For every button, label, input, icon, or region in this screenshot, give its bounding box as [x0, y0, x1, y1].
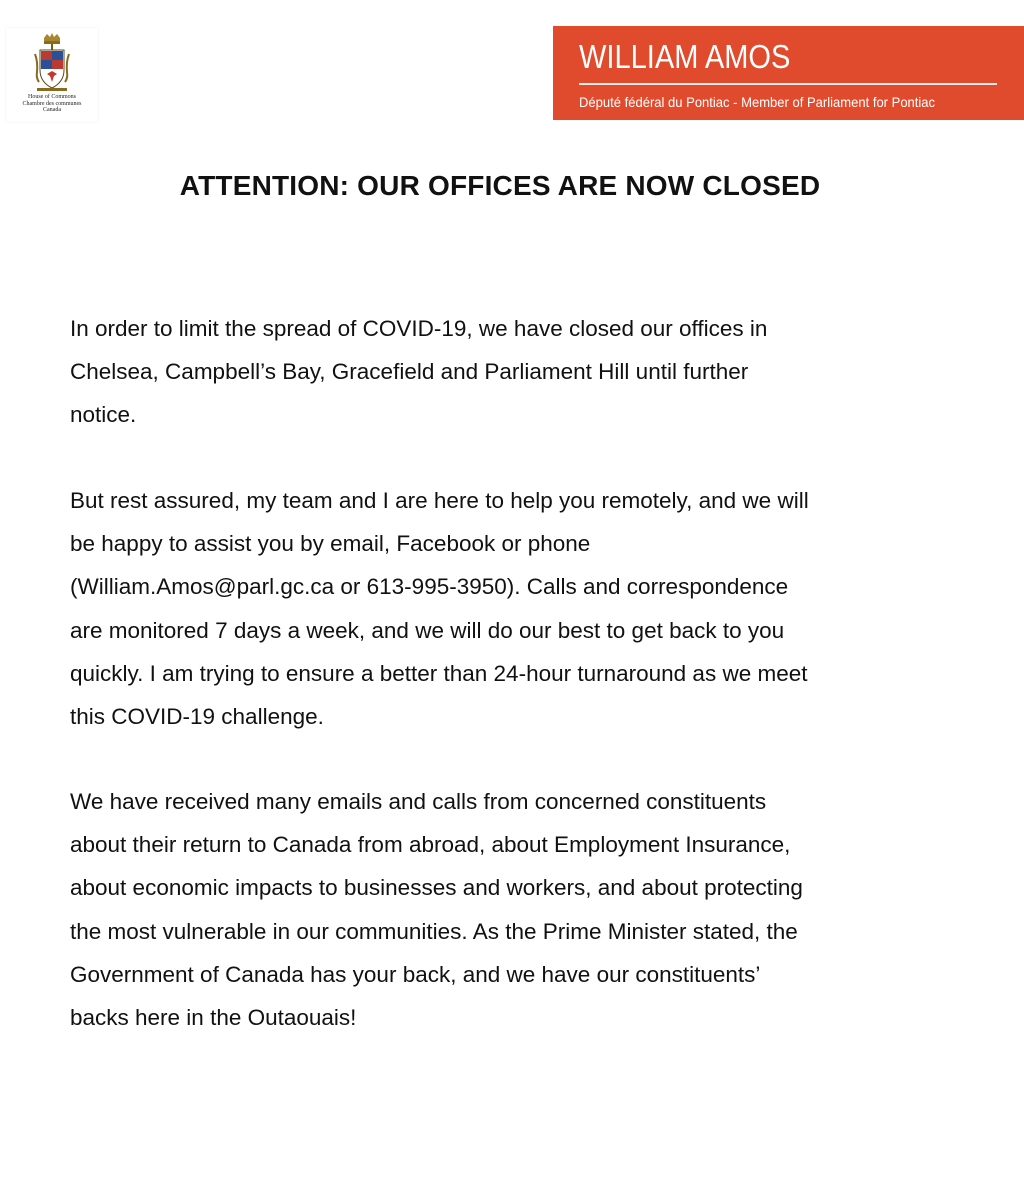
mp-name-banner: [553, 26, 1024, 120]
crest-caption-line: House of Commons: [28, 94, 76, 100]
text-line: be happy to assist you by email, Facebook or phone: [70, 531, 591, 557]
banner-divider: [579, 83, 997, 85]
text-line: backs here in the Outaouais!: [70, 1005, 357, 1031]
text-line: Government of Canada has your back, and we have our constituents’: [70, 961, 761, 987]
text-line: quickly. I am trying to ensure a better than 24-hour turnaround as we meet: [70, 660, 808, 686]
house-of-commons-logo: [6, 28, 98, 122]
text-line: We have received many emails and calls from concerned constituents: [70, 789, 767, 814]
text-line: In order to limit the spread of COVID-19, we have closed our offices in: [70, 316, 768, 341]
banner-subtitle: Député fédéral du Pontiac - Member of Parliament for Pontiac: [579, 94, 936, 110]
text-line: about their return to Canada from abroad, about Employment Insurance,: [70, 832, 791, 858]
text-line: notice.: [70, 402, 137, 428]
text-line: (William.Amos@parl.gc.ca or 613-995-3950). Calls and correspondence: [70, 574, 789, 600]
crest-caption: [8, 94, 96, 114]
coat-of-arms-icon: [29, 32, 75, 94]
notice-headline: ATTENTION: OUR OFFICES ARE NOW CLOSED: [179, 170, 821, 201]
banner-title: WILLIAM AMOS: [579, 38, 791, 75]
text-line: Chelsea, Campbell’s Bay, Gracefield and Parliament Hill until further: [70, 359, 749, 385]
text-line: But rest assured, my team and I are here to help you remotely, and we will: [70, 488, 809, 513]
crest-caption-line: Canada: [43, 107, 61, 113]
paragraph-constituents: [70, 780, 960, 1039]
paragraph-offices-closed: [70, 307, 960, 437]
text-line: are monitored 7 days a week, and we will do our best to get back to you: [70, 617, 785, 643]
text-line: about economic impacts to businesses and workers, and about protecting: [70, 875, 803, 901]
crest-caption-line: Chambre des communes: [22, 100, 82, 107]
text-line: this COVID-19 challenge.: [70, 704, 324, 730]
text-line: the most vulnerable in our communities. As the Prime Minister stated, the: [70, 918, 798, 944]
paragraph-remote-help: [70, 479, 960, 738]
